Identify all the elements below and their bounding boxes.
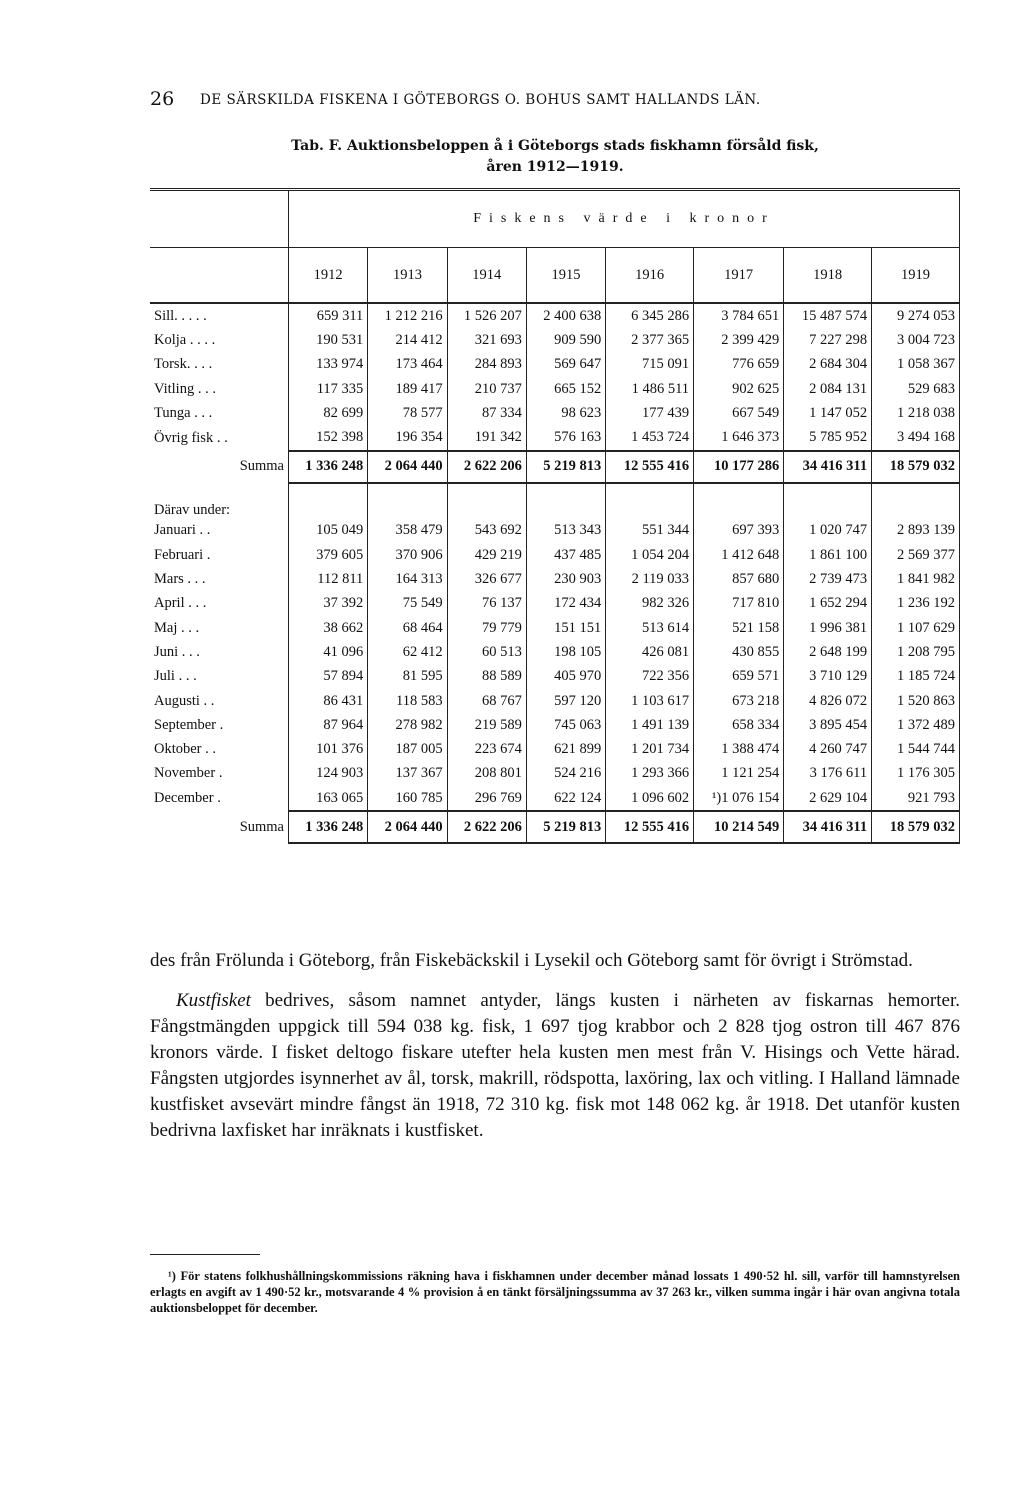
species-row-cell: 15 487 574	[784, 303, 872, 328]
species-row	[150, 425, 960, 450]
species-row-cell: 117 335	[289, 377, 368, 401]
month-row-cell: 1 293 366	[606, 762, 694, 786]
super-header: Fiskens värde i kronor	[289, 190, 960, 248]
month-row-cell: 1 412 648	[694, 543, 784, 567]
month-row-cell: 857 680	[694, 567, 784, 591]
month-row-cell: 621 899	[526, 737, 605, 761]
month-row-cell: 659 571	[694, 665, 784, 689]
species-row-cell: 715 091	[606, 353, 694, 377]
month-row-cell: 597 120	[526, 689, 605, 713]
species-row-cell: 214 412	[368, 328, 447, 352]
month-row-cell: 3 710 129	[784, 665, 872, 689]
species-row-cell: 776 659	[694, 353, 784, 377]
page-number: 26	[150, 88, 175, 110]
species-row-cell: 576 163	[526, 425, 605, 450]
auction-table-container	[150, 188, 960, 844]
month-row	[150, 737, 960, 761]
month-row-cell: 1 201 734	[606, 737, 694, 761]
year-header-4: 1916	[606, 248, 694, 304]
month-row-cell: 1 208 795	[872, 640, 960, 664]
paragraph-2-text: bedrives, såsom namnet antyder, längs kusten i närheten av fiskarnas hemorter. Fångstmängden uppgick till 594 038 kg. fisk, 1 697 tjog krabbor och 2 828 tjog ostron till 467 876 kronors värde. I fisket deltogo fiskare utefter hela kusten men mest från V. Hisings och Vette härad. Fångsten utgjordes isynnerhet av ål, torsk, makrill, rödspotta, laxöring, lax och vitling. I Halland lämnade kustfisket avsevärt mindre fångst än 1918, 72 310 kg. fisk mot 148 062 kg. år 1918. Det utanför kusten bedrivna laxfisket har inräknats i kustfisket.	[150, 990, 960, 1141]
month-row-cell: 230 903	[526, 567, 605, 591]
month-row-cell: 101 376	[289, 737, 368, 761]
species-row-cell: 2 684 304	[784, 353, 872, 377]
month-row	[150, 640, 960, 664]
month-row-cell: 1 176 305	[872, 762, 960, 786]
month-row-cell: 551 344	[606, 519, 694, 543]
species-sum-row-cell: 12 555 416	[606, 451, 694, 483]
month-row-cell: 673 218	[694, 689, 784, 713]
month-row-cell: 429 219	[447, 543, 526, 567]
species-row-cell: 1 453 724	[606, 425, 694, 450]
species-row-label: Kolja . . . .	[154, 331, 216, 348]
month-sum-row-label: Summa	[239, 818, 284, 835]
caption-line-2: åren 1912—1919.	[486, 159, 624, 175]
species-row-cell: 1 646 373	[694, 425, 784, 450]
month-row-label: Juli . . .	[154, 668, 197, 685]
species-row-cell: 173 464	[368, 353, 447, 377]
month-row-cell: 124 903	[289, 762, 368, 786]
month-row-cell: 81 595	[368, 665, 447, 689]
species-row-cell: 9 274 053	[872, 303, 960, 328]
month-row-cell: 1 544 744	[872, 737, 960, 761]
month-row-cell: 223 674	[447, 737, 526, 761]
month-row-cell: 4 260 747	[784, 737, 872, 761]
year-header-0: 1912	[289, 248, 368, 304]
month-row-cell: 722 356	[606, 665, 694, 689]
month-row-cell: 2 739 473	[784, 567, 872, 591]
month-row-cell: 982 326	[606, 592, 694, 616]
species-row-cell: 902 625	[694, 377, 784, 401]
month-row-label: Augusti . .	[154, 692, 215, 709]
month-row-cell: 79 779	[447, 616, 526, 640]
month-row-cell: 60 513	[447, 640, 526, 664]
month-row	[150, 519, 960, 543]
month-row-cell: 1 491 139	[606, 713, 694, 737]
month-row-cell: 1 020 747	[784, 519, 872, 543]
month-row-cell: 358 479	[368, 519, 447, 543]
month-sum-row-cell: 12 555 416	[606, 811, 694, 843]
month-row-cell: 697 393	[694, 519, 784, 543]
page-header	[150, 88, 970, 118]
species-row	[150, 303, 960, 328]
species-sum-body	[150, 451, 960, 483]
month-row-cell: 4 826 072	[784, 689, 872, 713]
month-row-cell: 105 049	[289, 519, 368, 543]
month-row-cell: 2 648 199	[784, 640, 872, 664]
species-row-label: Övrig fisk . .	[154, 429, 228, 446]
month-row-cell: 3 176 611	[784, 762, 872, 786]
month-sum-row-cell: 5 219 813	[526, 811, 605, 843]
species-sum-row-label: Summa	[239, 458, 284, 475]
species-row-label: Tunga . . .	[154, 404, 213, 421]
species-row-label: Sill. . . . .	[154, 307, 207, 324]
month-row-cell: 151 151	[526, 616, 605, 640]
darav-body	[150, 483, 960, 519]
month-row-cell: 75 549	[368, 592, 447, 616]
species-row-cell: 2 377 365	[606, 328, 694, 352]
species-row-cell: 3 494 168	[872, 425, 960, 450]
month-sum-row-cell: 2 622 206	[447, 811, 526, 843]
month-row	[150, 713, 960, 737]
species-sum-row-cell: 34 416 311	[784, 451, 872, 483]
month-row-cell: 1 107 629	[872, 616, 960, 640]
species-row-cell: 152 398	[289, 425, 368, 450]
month-row-cell: 717 810	[694, 592, 784, 616]
month-row-cell: 1 652 294	[784, 592, 872, 616]
month-row-cell: 118 583	[368, 689, 447, 713]
month-row-cell: 296 769	[447, 786, 526, 811]
month-row-cell: 137 367	[368, 762, 447, 786]
species-row-cell: 659 311	[289, 303, 368, 328]
auction-table	[150, 188, 960, 844]
species-row-cell: 1 526 207	[447, 303, 526, 328]
month-row-cell: 68 767	[447, 689, 526, 713]
species-row-label: Torsk. . . .	[154, 356, 213, 373]
month-row-label: Oktober . .	[154, 741, 217, 758]
species-row-cell: 529 683	[872, 377, 960, 401]
month-sum-row-cell: 10 214 549	[694, 811, 784, 843]
month-row	[150, 567, 960, 591]
body-text	[150, 948, 960, 1144]
month-row-cell: 86 431	[289, 689, 368, 713]
month-row-cell: 219 589	[447, 713, 526, 737]
month-row	[150, 592, 960, 616]
month-sum-row-cell: 2 064 440	[368, 811, 447, 843]
species-row-label: Vitling . . .	[154, 380, 216, 397]
month-row-cell: 1 236 192	[872, 592, 960, 616]
month-row-cell: 2 569 377	[872, 543, 960, 567]
month-row-cell: 513 343	[526, 519, 605, 543]
month-row-cell: 88 589	[447, 665, 526, 689]
species-row-cell: 1 058 367	[872, 353, 960, 377]
header-blank	[150, 190, 289, 248]
month-row-cell: 1 121 254	[694, 762, 784, 786]
paragraph-2-lead: Kustfisket	[176, 990, 251, 1011]
species-row-cell: 5 785 952	[784, 425, 872, 450]
month-row-cell: 1 096 602	[606, 786, 694, 811]
month-sum-body	[150, 811, 960, 843]
month-row-cell: 543 692	[447, 519, 526, 543]
year-header-blank	[150, 248, 289, 304]
month-row-cell: 2 893 139	[872, 519, 960, 543]
species-row-cell: 1 147 052	[784, 401, 872, 425]
month-row-cell: 379 605	[289, 543, 368, 567]
month-row-cell: 112 811	[289, 567, 368, 591]
species-sum-row-cell: 5 219 813	[526, 451, 605, 483]
month-row-cell: 1 841 982	[872, 567, 960, 591]
paragraph-1: des från Frölunda i Göteborg, från Fiskebäckskil i Lysekil och Göteborg samt för övrigt i Strömstad.	[150, 950, 913, 971]
month-row	[150, 762, 960, 786]
month-row	[150, 786, 960, 811]
species-row	[150, 401, 960, 425]
month-sum-row	[150, 811, 960, 843]
species-row-cell: 190 531	[289, 328, 368, 352]
species-row	[150, 353, 960, 377]
month-row-label: April . . .	[154, 595, 207, 612]
month-row-cell: ¹)1 076 154	[694, 786, 784, 811]
month-row-cell: 745 063	[526, 713, 605, 737]
species-sum-row-cell: 2 622 206	[447, 451, 526, 483]
species-row-cell: 2 400 638	[526, 303, 605, 328]
month-sum-row-cell: 34 416 311	[784, 811, 872, 843]
month-row-cell: 1 861 100	[784, 543, 872, 567]
species-sum-row-cell: 1 336 248	[289, 451, 368, 483]
month-row-label: December .	[154, 790, 221, 807]
species-row-cell: 569 647	[526, 353, 605, 377]
species-row-cell: 87 334	[447, 401, 526, 425]
month-row-label: Mars . . .	[154, 571, 206, 588]
species-sum-row	[150, 451, 960, 483]
species-row-cell: 189 417	[368, 377, 447, 401]
species-row-cell: 284 893	[447, 353, 526, 377]
month-row-cell: 1 996 381	[784, 616, 872, 640]
month-row-cell: 87 964	[289, 713, 368, 737]
year-header-row	[150, 248, 960, 304]
species-row-cell: 909 590	[526, 328, 605, 352]
month-row	[150, 689, 960, 713]
year-header-7: 1919	[872, 248, 960, 304]
month-row-label: Juni . . .	[154, 643, 200, 660]
month-row-cell: 76 137	[447, 592, 526, 616]
month-row-cell: 1 372 489	[872, 713, 960, 737]
species-row	[150, 377, 960, 401]
darav-row	[150, 483, 960, 519]
year-header-2: 1914	[447, 248, 526, 304]
year-header-5: 1917	[694, 248, 784, 304]
month-row-cell: 57 894	[289, 665, 368, 689]
month-row-cell: 921 793	[872, 786, 960, 811]
month-row-cell: 1 520 863	[872, 689, 960, 713]
species-row-cell: 667 549	[694, 401, 784, 425]
month-row-cell: 521 158	[694, 616, 784, 640]
month-row-cell: 37 392	[289, 592, 368, 616]
month-row-cell: 172 434	[526, 592, 605, 616]
month-row-cell: 1 185 724	[872, 665, 960, 689]
species-sum-row-cell: 18 579 032	[872, 451, 960, 483]
month-row-cell: 622 124	[526, 786, 605, 811]
running-title: DE SÄRSKILDA FISKENA I GÖTEBORGS O. BOHUS SAMT HALLANDS LÄN.	[200, 92, 761, 108]
month-row-cell: 513 614	[606, 616, 694, 640]
month-row-cell: 1 054 204	[606, 543, 694, 567]
month-sum-row-cell: 18 579 032	[872, 811, 960, 843]
month-row-label: Februari .	[154, 546, 211, 563]
species-row-cell: 6 345 286	[606, 303, 694, 328]
month-row-cell: 658 334	[694, 713, 784, 737]
species-row-cell: 98 623	[526, 401, 605, 425]
species-row-cell: 2 084 131	[784, 377, 872, 401]
month-row-cell: 326 677	[447, 567, 526, 591]
species-row-cell: 3 784 651	[694, 303, 784, 328]
species-row-cell: 78 577	[368, 401, 447, 425]
year-header-3: 1915	[526, 248, 605, 304]
month-row-cell: 68 464	[368, 616, 447, 640]
month-row-cell: 164 313	[368, 567, 447, 591]
month-row-cell: 187 005	[368, 737, 447, 761]
species-sum-row-cell: 2 064 440	[368, 451, 447, 483]
super-header-row	[150, 190, 960, 248]
month-row-label: Januari . .	[154, 522, 211, 539]
year-header-1: 1913	[368, 248, 447, 304]
month-row-cell: 405 970	[526, 665, 605, 689]
species-row-cell: 210 737	[447, 377, 526, 401]
month-row-cell: 198 105	[526, 640, 605, 664]
month-row-label: Maj . . .	[154, 619, 200, 636]
month-row-cell: 38 662	[289, 616, 368, 640]
species-row-cell: 7 227 298	[784, 328, 872, 352]
species-row-cell: 321 693	[447, 328, 526, 352]
footnote: ¹) För statens folkhushållningskommissions räkning hava i fiskhamnen under december månad lossats 1 490·52 hl. sill, varför till hamnstyrelsen erlagts en avgift av 1 490·52 kr., motsvarande 4 % provision å en tänkt försäljningssumma av 37 263 kr., vilken summa ingår i här ovan angivna totala auktionsbeloppet för december.	[150, 1269, 960, 1315]
species-row-cell: 133 974	[289, 353, 368, 377]
footnote-rule	[150, 1254, 260, 1255]
month-row-cell: 160 785	[368, 786, 447, 811]
month-row-cell: 62 412	[368, 640, 447, 664]
species-row-cell: 1 486 511	[606, 377, 694, 401]
month-row-cell: 1 388 474	[694, 737, 784, 761]
paragraph-2	[150, 988, 960, 1144]
month-row-cell: 430 855	[694, 640, 784, 664]
species-row-cell: 1 212 216	[368, 303, 447, 328]
month-row-cell: 278 982	[368, 713, 447, 737]
month-row-cell: 163 065	[289, 786, 368, 811]
month-sum-row-cell: 1 336 248	[289, 811, 368, 843]
species-row-cell: 665 152	[526, 377, 605, 401]
year-header-6: 1918	[784, 248, 872, 304]
month-row-cell: 426 081	[606, 640, 694, 664]
month-row-cell: 370 906	[368, 543, 447, 567]
species-row-cell: 196 354	[368, 425, 447, 450]
month-row-cell: 3 895 454	[784, 713, 872, 737]
month-row	[150, 543, 960, 567]
species-row	[150, 328, 960, 352]
month-row-cell: 2 119 033	[606, 567, 694, 591]
species-row-cell: 1 218 038	[872, 401, 960, 425]
table-caption	[150, 136, 960, 178]
month-row-label: September .	[154, 716, 224, 733]
species-row-cell: 2 399 429	[694, 328, 784, 352]
month-row-label: November .	[154, 765, 223, 782]
month-row	[150, 665, 960, 689]
month-row-cell: 437 485	[526, 543, 605, 567]
species-row-cell: 3 004 723	[872, 328, 960, 352]
caption-line-1: Tab. F. Auktionsbeloppen å i Göteborgs stads fiskhamn försåld fisk,	[291, 138, 819, 154]
darav-label: Därav under:	[154, 501, 231, 518]
month-row-cell: 1 103 617	[606, 689, 694, 713]
month-row	[150, 616, 960, 640]
species-row-cell: 177 439	[606, 401, 694, 425]
month-row-cell: 524 216	[526, 762, 605, 786]
species-row-cell: 82 699	[289, 401, 368, 425]
species-sum-row-cell: 10 177 286	[694, 451, 784, 483]
month-row-cell: 2 629 104	[784, 786, 872, 811]
species-row-cell: 191 342	[447, 425, 526, 450]
month-body	[150, 519, 960, 812]
month-row-cell: 208 801	[447, 762, 526, 786]
month-row-cell: 41 096	[289, 640, 368, 664]
species-body	[150, 303, 960, 451]
